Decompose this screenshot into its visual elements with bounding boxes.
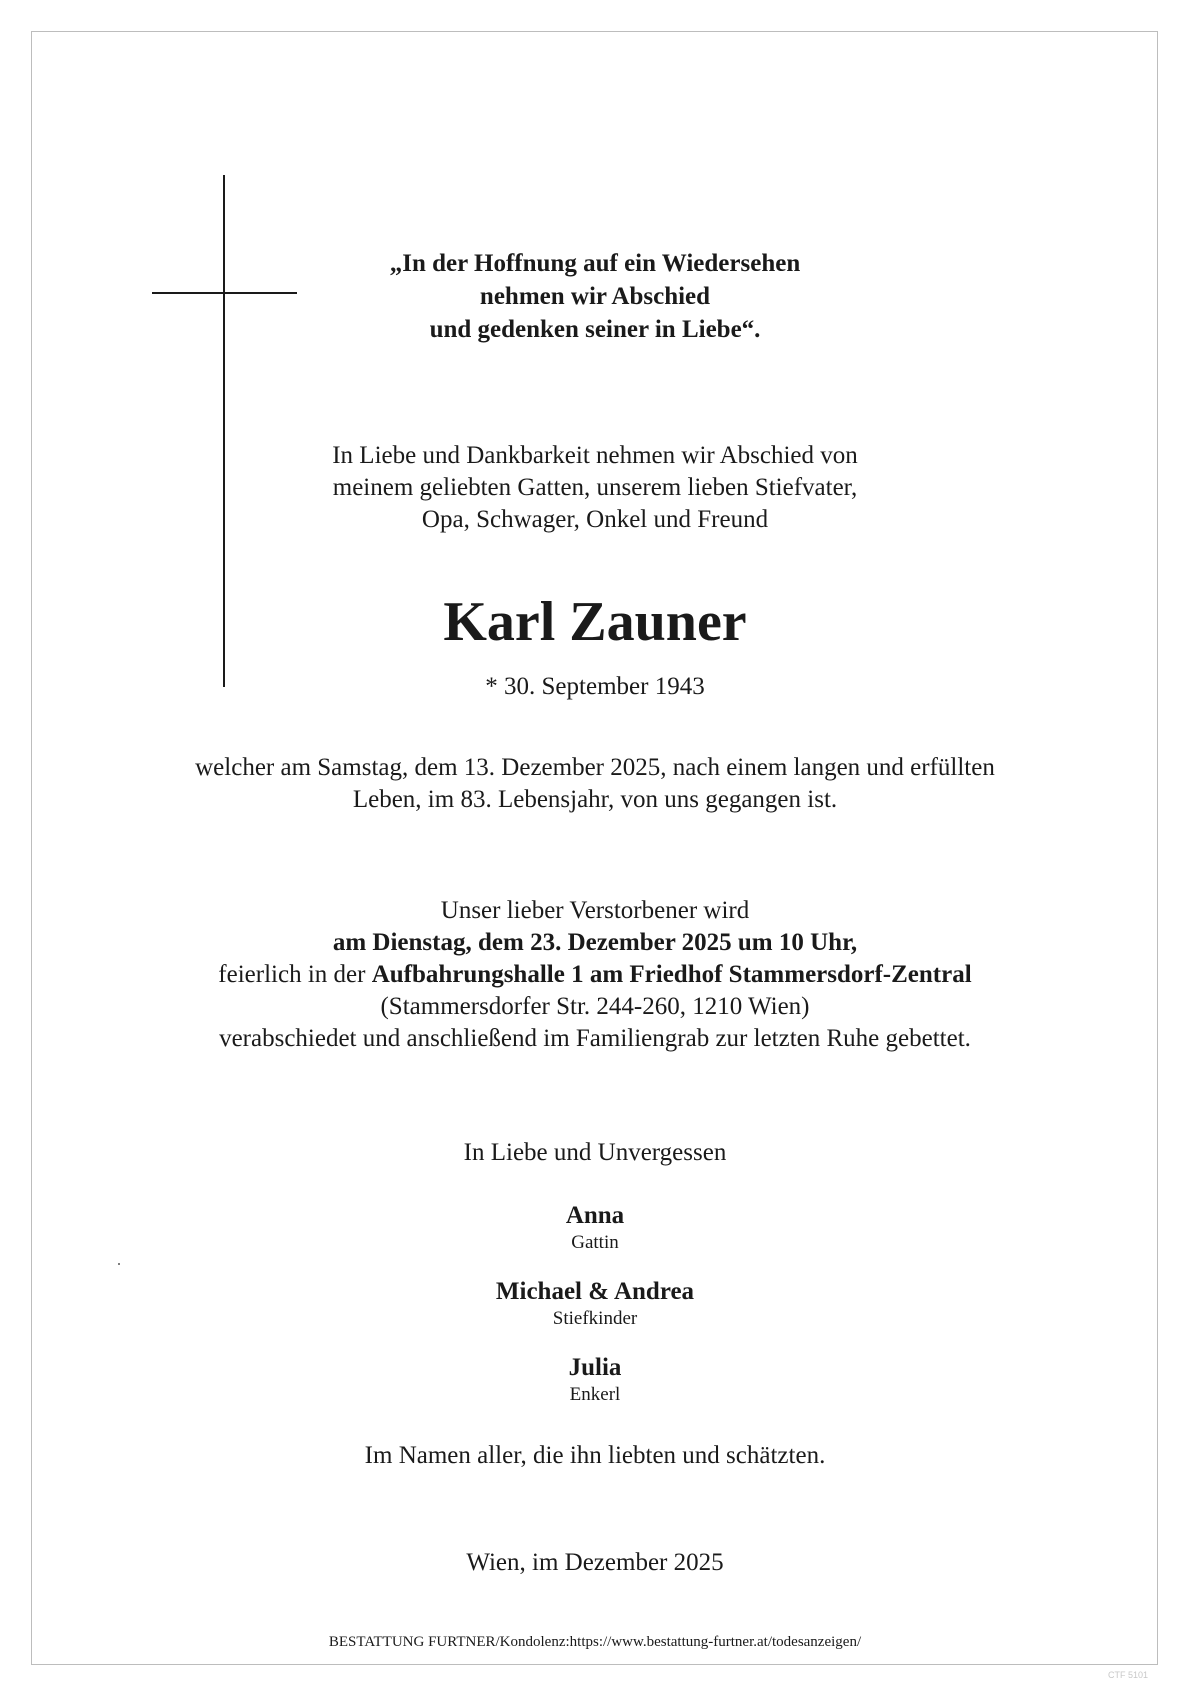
- ceremony-location-prefix: feierlich in der: [218, 961, 372, 988]
- memorial-quote: [300, 247, 890, 346]
- ceremony-location: [0, 959, 1190, 991]
- ceremony-date: [0, 927, 1190, 959]
- mourner-role: Stiefkinder: [552, 1308, 638, 1329]
- ceremony-location-name: Aufbahrungshalle 1 am Friedhof Stammersdorf-Zentral: [371, 961, 972, 988]
- death-line-2: Leben, im 83. Lebensjahr, von uns gegangen ist.: [352, 786, 838, 813]
- place-and-date: Wien, im Dezember 2025: [466, 1549, 724, 1576]
- birth-date: * 30. September 1943: [485, 673, 705, 700]
- intro-line-1: In Liebe und Dankbarkeit nehmen wir Abschied von: [332, 442, 858, 469]
- quote-line-1: „In der Hoffnung auf ein Wiedersehen: [389, 250, 801, 277]
- ceremony-line-1: Unser lieber Verstorbener wird: [440, 897, 750, 924]
- ceremony-line-5: verabschiedet und anschließend im Familiengrab zur letzten Ruhe gebettet.: [219, 1025, 971, 1052]
- funeral-home-footer: BESTATTUNG FURTNER/Kondolenz:https://www.bestattung-furtner.at/todesanzeigen/: [328, 1634, 862, 1650]
- death-notice: [0, 752, 1190, 816]
- cross-horizontal-bar: [152, 292, 297, 294]
- death-line-1: welcher am Samstag, dem 13. Dezember 2025, nach einem langen und erfüllten: [195, 754, 995, 781]
- intro-text: [200, 440, 990, 536]
- mourner-role: Gattin: [571, 1232, 619, 1253]
- in-name-of-all: Im Namen aller, die ihn liebten und schätzten.: [364, 1442, 826, 1469]
- intro-line-3: Opa, Schwager, Onkel und Freund: [421, 506, 769, 533]
- mourner-name: Anna: [565, 1202, 625, 1229]
- quote-line-3: und gedenken seiner in Liebe“.: [429, 316, 761, 343]
- ceremony-date-text: am Dienstag, dem 23. Dezember 2025 um 10 Uhr,: [332, 929, 858, 956]
- deceased-name: Karl Zauner: [443, 591, 747, 653]
- ceremony-address: (Stammersdorfer Str. 244-260, 1210 Wien): [380, 993, 810, 1020]
- mourner-name: Michael & Andrea: [495, 1278, 695, 1305]
- mourner-name: Julia: [568, 1354, 622, 1381]
- closing-phrase: In Liebe und Unvergessen: [463, 1139, 727, 1166]
- ceremony-details: [0, 895, 1190, 1055]
- scan-speck: [118, 1263, 120, 1265]
- document-code: CTF 5101: [1108, 1670, 1149, 1680]
- intro-line-2: meinem geliebten Gatten, unserem lieben Stiefvater,: [332, 474, 858, 501]
- quote-line-2: nehmen wir Abschied: [479, 283, 711, 310]
- mourner-role: Enkerl: [569, 1384, 621, 1405]
